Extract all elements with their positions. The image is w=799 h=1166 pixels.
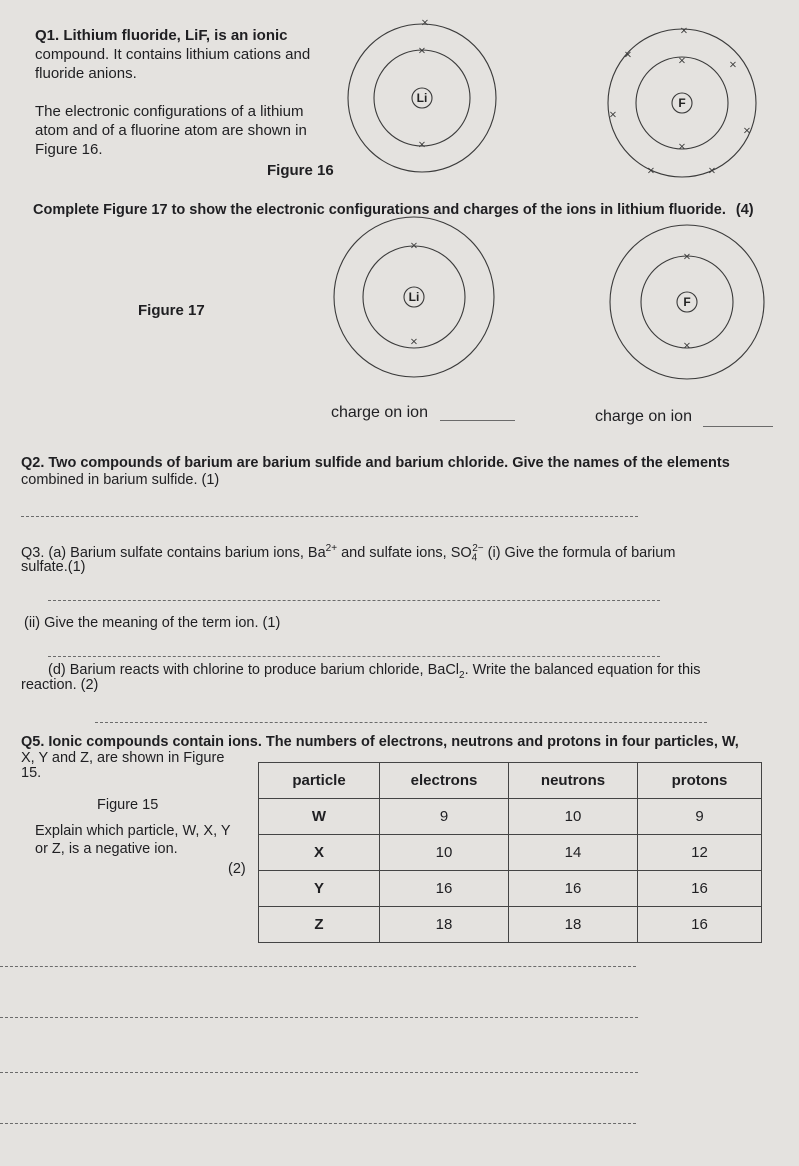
table-cell: 14 [509, 835, 638, 871]
q1-instruction-marks: (4) [735, 202, 754, 218]
bacl2-subscript: 2 [459, 669, 465, 681]
f-nucleus-symbol: F [683, 295, 691, 309]
table-row [259, 871, 762, 907]
q5-explain: or Z, is a negative ion. [35, 841, 178, 857]
q1-intro-line: Q1. Lithium fluoride, LiF, is an ionic [35, 27, 288, 44]
figure16-lithium-atom [340, 17, 500, 180]
q3a-text: Q3. (a) Barium sulfate contains barium ions, Ba [21, 544, 326, 561]
q3a-line [21, 540, 675, 568]
f-nucleus-symbol: F [678, 96, 686, 110]
figure15-table [258, 762, 762, 943]
q3d-line2: reaction. (2) [21, 677, 99, 693]
q5-line: X, Y and Z, are shown in Figure [21, 750, 225, 766]
electron-mark: × [682, 340, 692, 352]
q5-answer-line[interactable] [0, 1017, 638, 1018]
table-cell: 9 [380, 799, 509, 835]
so4-charge: 2− [472, 543, 484, 554]
table-cell: 16 [638, 907, 762, 943]
charge-answer-line-li[interactable] [440, 420, 515, 421]
figure17-lithium [330, 220, 500, 390]
table-cell: Y [259, 871, 380, 907]
electron-mark: × [677, 55, 687, 67]
electron-mark: × [742, 125, 752, 137]
electron-mark: × [682, 251, 692, 263]
q3d-answer-line[interactable] [95, 722, 707, 723]
q3a-answer-line[interactable] [48, 600, 660, 601]
charge-label-f: charge on ion [595, 408, 692, 425]
table-cell: 9 [638, 799, 762, 835]
charge-answer-line-f[interactable] [703, 426, 773, 427]
q2-line: Q2. Two compounds of barium are barium sulfide and barium chloride. Give the names of the elements [21, 455, 730, 471]
q1-para-line: atom and of a fluorine atom are shown in [35, 122, 307, 139]
table-cell: 12 [638, 835, 762, 871]
table-row [259, 835, 762, 871]
table-cell: W [259, 799, 380, 835]
q3-ii: (ii) Give the meaning of the term ion. (1) [24, 615, 281, 631]
charge-label-li: charge on ion [331, 404, 428, 421]
figure16-caption: Figure 16 [267, 162, 334, 179]
q5-marks: (2) [228, 861, 246, 877]
table-cell: 16 [380, 871, 509, 907]
electron-mark: × [417, 139, 427, 151]
q5-answer-line[interactable] [0, 1123, 636, 1124]
q3a-text: (i) Give the formula of barium [483, 544, 676, 561]
q3-ii-answer-line[interactable] [48, 656, 660, 657]
q3a-line2: sulfate.(1) [21, 559, 86, 575]
q5-line: Q5. Ionic compounds contain ions. The numbers of electrons, neutrons and protons in four particles, W, [21, 734, 739, 750]
q2-answer-line[interactable] [21, 516, 638, 517]
electron-mark: × [420, 17, 430, 29]
table-cell: X [259, 835, 380, 871]
q2-line: combined in barium sulfide. (1) [21, 472, 220, 488]
figure17-fluorine [605, 225, 765, 385]
ba-charge: 2+ [325, 543, 338, 554]
q1-instruction [33, 201, 754, 219]
table-cell: 16 [509, 871, 638, 907]
electron-mark: × [679, 25, 689, 37]
electron-mark: × [608, 109, 618, 121]
electron-mark: × [707, 165, 717, 177]
table-row [259, 907, 762, 943]
li-nucleus-symbol: Li [408, 290, 420, 304]
q3d-text: . Write the balanced equation for this [464, 662, 701, 678]
electron-mark: × [409, 336, 419, 348]
table-cell: Z [259, 907, 380, 943]
q1-para-line: The electronic configurations of a lithium [35, 103, 304, 120]
electron-mark: × [623, 49, 633, 61]
figure15-label: Figure 15 [97, 797, 159, 813]
table-header: electrons [380, 763, 509, 799]
q5-line: 15. [21, 765, 42, 781]
table-cell: 18 [509, 907, 638, 943]
q3d-text: (d) Barium reacts with chlorine to produce barium chloride, BaCl [48, 662, 460, 678]
electron-mark: × [646, 165, 656, 177]
q1-intro-line: compound. It contains lithium cations and [35, 46, 311, 63]
q1-para-line: Figure 16. [35, 141, 103, 158]
q3a-text: and sulfate ions, SO [337, 544, 472, 561]
table-header: protons [638, 763, 762, 799]
table-cell: 10 [380, 835, 509, 871]
electron-mark: × [728, 59, 738, 71]
table-cell: 10 [509, 799, 638, 835]
electron-mark: × [409, 240, 419, 252]
table-cell: 18 [380, 907, 509, 943]
table-cell: 16 [638, 871, 762, 907]
q5-explain: Explain which particle, W, X, Y [35, 823, 231, 839]
figure16-fluorine-atom [600, 25, 760, 185]
q1-intro-line: fluoride anions. [35, 65, 137, 82]
figure17-label: Figure 17 [138, 302, 205, 319]
table-header-row [259, 763, 762, 799]
table-header: neutrons [509, 763, 638, 799]
table-header: particle [259, 763, 380, 799]
q3d-line [48, 661, 700, 685]
q1-instruction-text: Complete Figure 17 to show the electronic configurations and charges of the ions in lithium fluoride. [33, 202, 726, 218]
q5-answer-line[interactable] [0, 1072, 638, 1073]
electron-mark: × [417, 45, 427, 57]
so4-subscript: 4 [471, 552, 478, 564]
table-row [259, 799, 762, 835]
li-nucleus-symbol: Li [416, 91, 428, 105]
q5-answer-line[interactable] [0, 966, 636, 967]
electron-mark: × [677, 141, 687, 153]
